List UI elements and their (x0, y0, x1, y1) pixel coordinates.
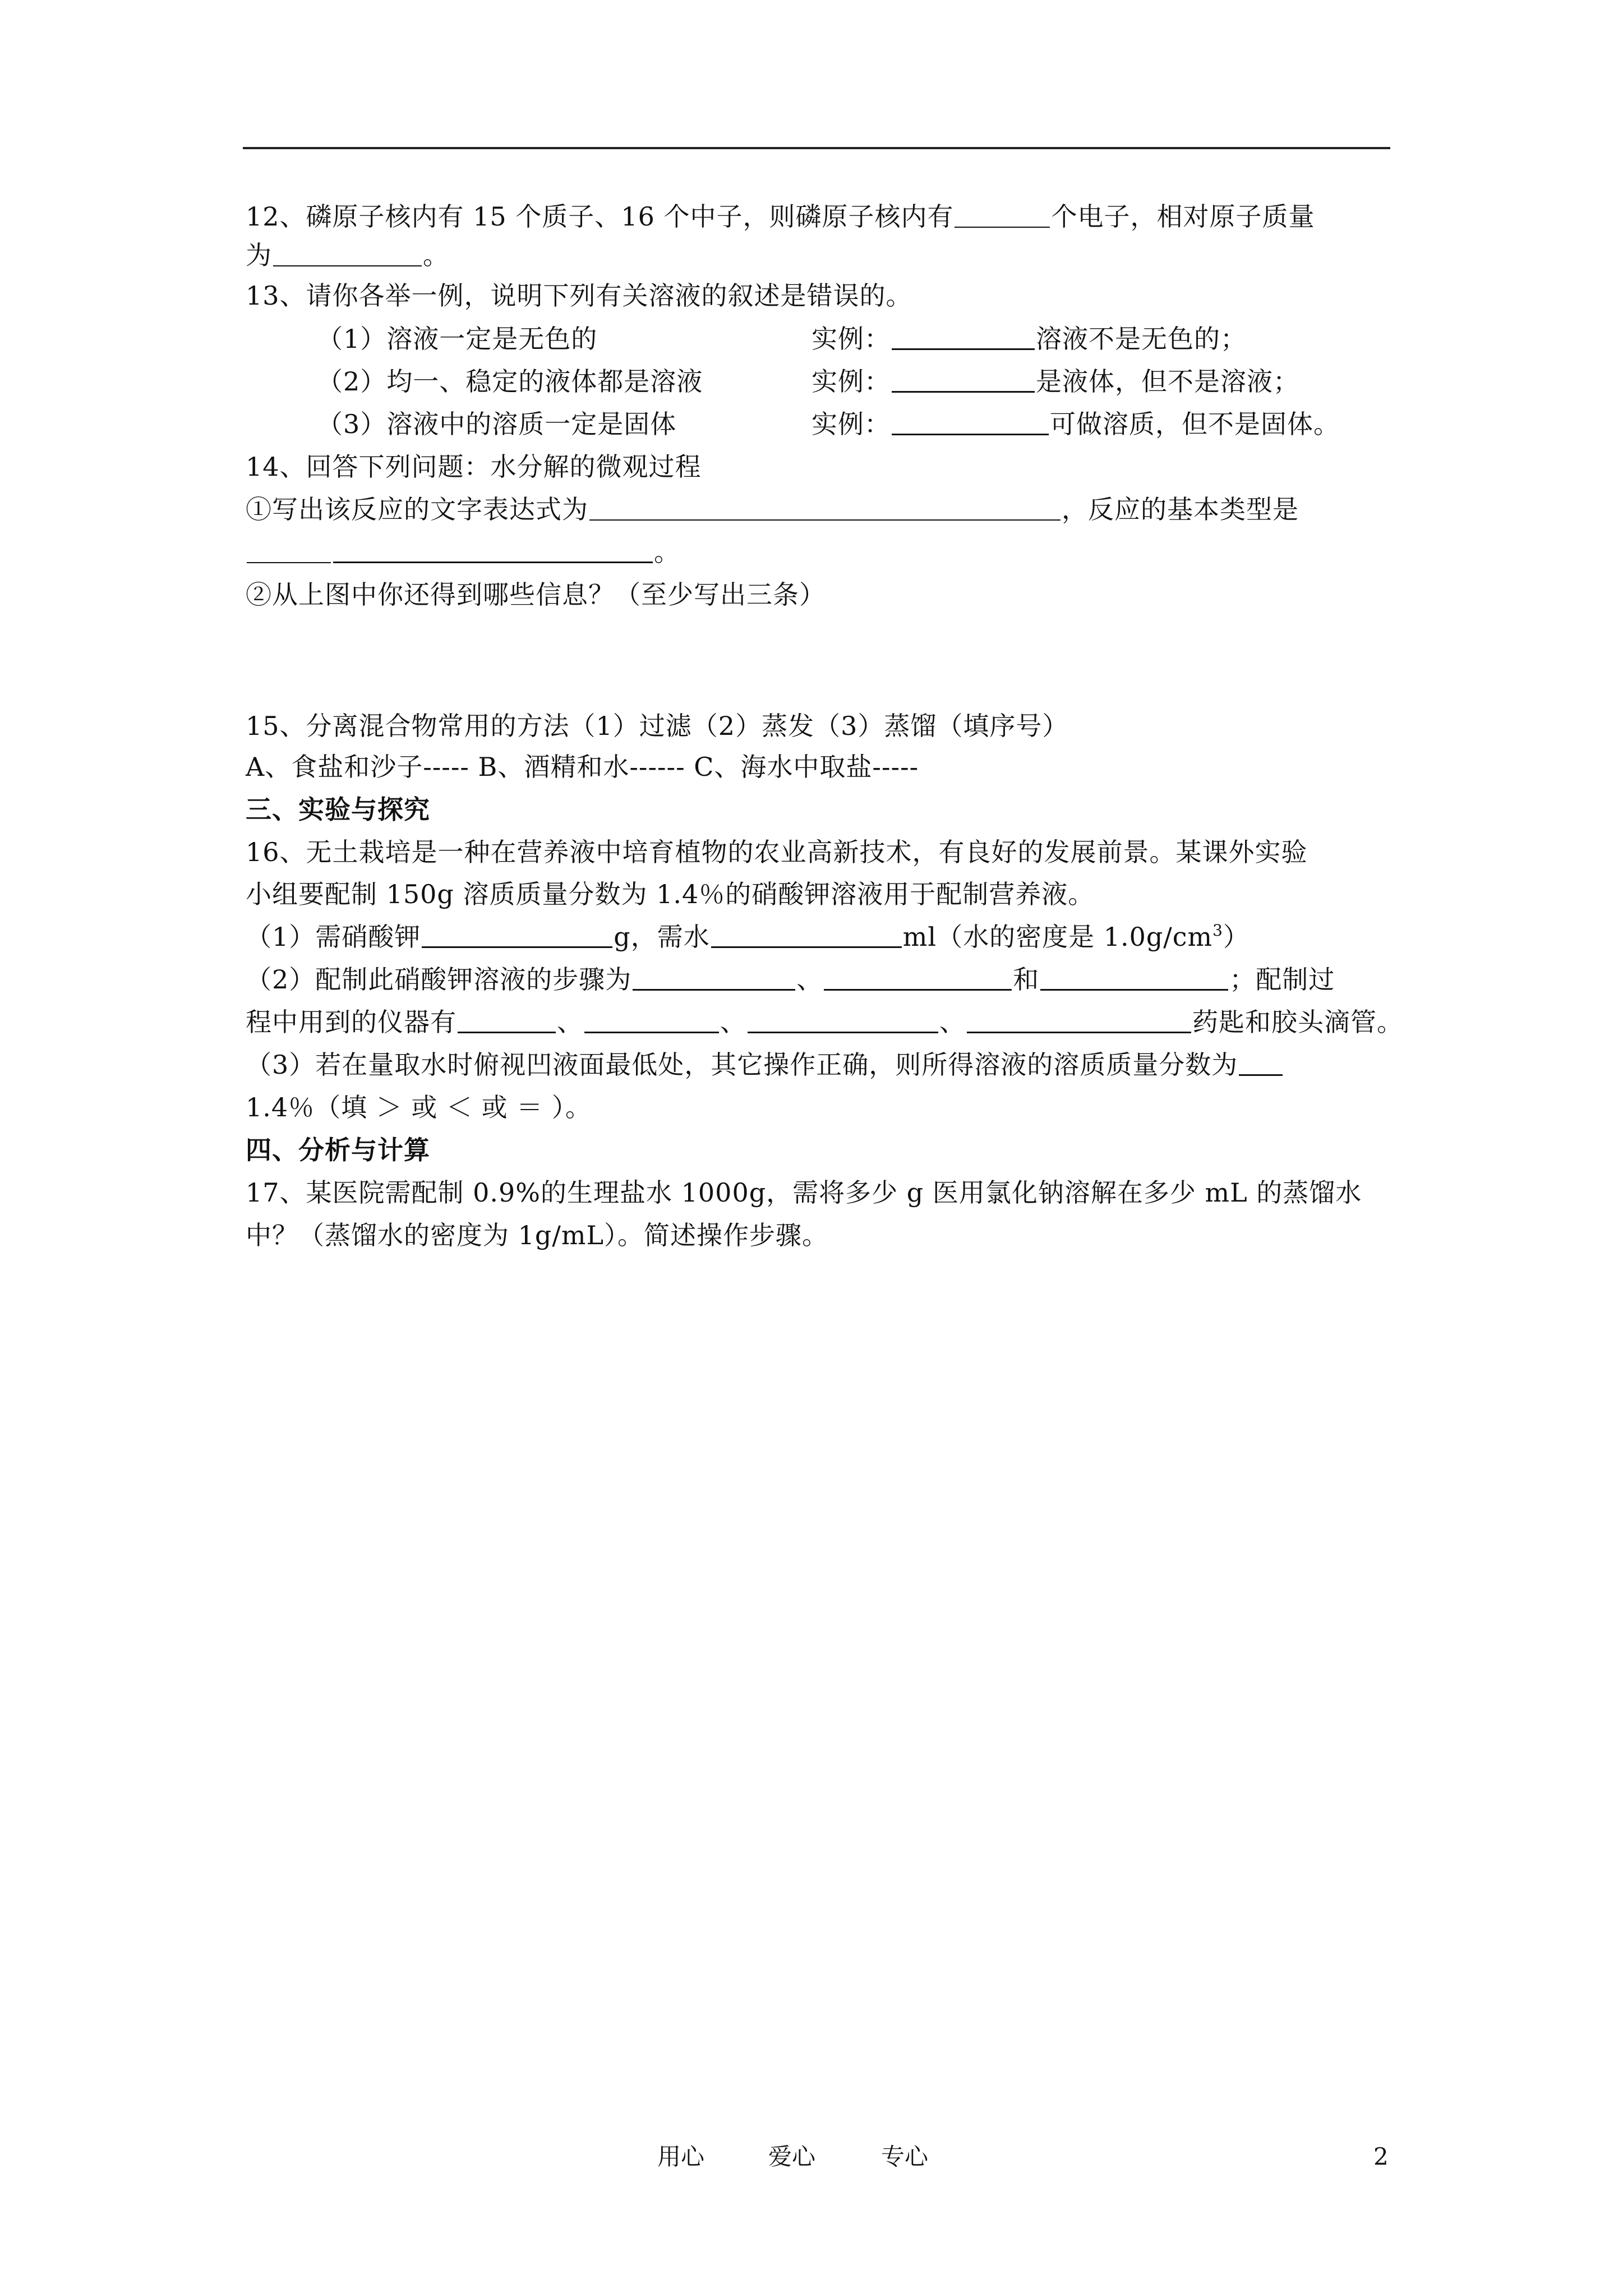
q16-line1: 16、无土栽培是一种在营养液中培育植物的农业高新技术，有良好的发展前景。某课外实验 (246, 837, 1308, 867)
q13-blank-3[interactable] (892, 411, 1049, 435)
q16-blank-step-2[interactable] (824, 967, 1012, 991)
q13-item-3-example: 实例： 可做溶质，但不是固体。 (811, 409, 1340, 439)
section-3-heading: 三、实验与探究 (246, 794, 430, 825)
q13-item-1-claim: （1）溶液一定是无色的 (317, 324, 598, 354)
q16-part2-line2: 程中用到的仪器有 、 、 、 药匙和胶头滴管。 (246, 1007, 1403, 1037)
q16-blank-water-volume[interactable] (711, 924, 902, 948)
q16-part2-line1: （2）配制此硝酸钾溶液的步骤为 、 和 ；配制过 (246, 964, 1335, 995)
q14-title: 14、回答下列问题：水分解的微观过程 (246, 452, 702, 482)
q16-line2: 小组要配制 150g 溶质质量分数为 1.4％的硝酸钾溶液用于配制营养液。 (246, 879, 1095, 909)
q12-blank-electrons[interactable] (955, 204, 1050, 228)
q16-blank-instrument-1[interactable] (458, 1009, 556, 1033)
q16-part3-line2: 1.4％（填 ＞ 或 ＜ 或 ＝ ）。 (246, 1092, 592, 1122)
header-rule (243, 147, 1390, 149)
q13-title: 13、请你各举一例，说明下列有关溶液的叙述是错误的。 (246, 280, 912, 311)
q17-line2: 中？（蒸馏水的密度为 1g/mL）。简述操作步骤。 (246, 1220, 828, 1250)
q16-part1: （1）需硝酸钾 g，需水 ml（水的密度是 $1.0g/cm^3$） (246, 921, 1249, 952)
q12-line2: 为 。 (246, 240, 449, 270)
q14-part2: ②从上图中你还得到哪些信息？（至少写出三条） (246, 579, 826, 610)
q13-item-2-example: 实例： 是液体，但不是溶液； (811, 366, 1299, 397)
q16-blank-instrument-3[interactable] (748, 1009, 938, 1033)
q14-part1-line2: 。 (246, 535, 680, 569)
q16-blank-instrument-2[interactable] (584, 1009, 719, 1033)
q16-blank-instrument-4[interactable] (967, 1009, 1191, 1033)
footer-motto-1: 用心 (657, 2143, 705, 2170)
q16-blank-step-3[interactable] (1040, 967, 1228, 991)
q16-blank-step-1[interactable] (633, 967, 795, 991)
q13-item-2-claim: （2）均一、稳定的液体都是溶液 (317, 366, 703, 397)
footer-motto-3: 专心 (881, 2143, 929, 2170)
q15-options: A、食盐和沙子----- B、酒精和水------ C、海水中取盐----- (246, 752, 919, 782)
page-number: 2 (1373, 2143, 1389, 2170)
q16-part3-line1: （3）若在量取水时俯视凹液面最低处，其它操作正确，则所得溶液的溶质质量分数为 (246, 1048, 1284, 1082)
q14-blank-expression[interactable] (589, 497, 1061, 521)
q14-blank-type-a[interactable] (247, 540, 331, 563)
q13-blank-2[interactable] (892, 369, 1035, 393)
q16-blank-comparison[interactable] (1239, 1052, 1283, 1076)
q14-blank-type-b[interactable] (333, 539, 653, 563)
q13-blank-1[interactable] (892, 326, 1035, 350)
section-4-heading: 四、分析与计算 (246, 1135, 430, 1165)
q15-title: 15、分离混合物常用的方法（1）过滤（2）蒸发（3）蒸馏（填序号） (246, 711, 1069, 741)
q14-part1-line1: ①写出该反应的文字表达式为 ，反应的基本类型是 (246, 494, 1299, 524)
q16-blank-kno3-mass[interactable] (422, 924, 612, 948)
q12-line1: 12、磷原子核内有 15 个质子、16 个中子，则磷原子核内有 个电子，相对原子质量 (246, 201, 1315, 232)
q12-blank-mass[interactable] (273, 243, 422, 266)
q13-item-3-claim: （3）溶液中的溶质一定是固体 (317, 409, 677, 439)
q17-line1: 17、某医院需配制 0.9%的生理盐水 1000g，需将多少 g 医用氯化钠溶解在多少 mL 的蒸馏水 (246, 1177, 1362, 1208)
q13-item-1-example: 实例： 溶液不是无色的； (811, 324, 1247, 354)
footer-motto-2: 爱心 (768, 2143, 816, 2170)
